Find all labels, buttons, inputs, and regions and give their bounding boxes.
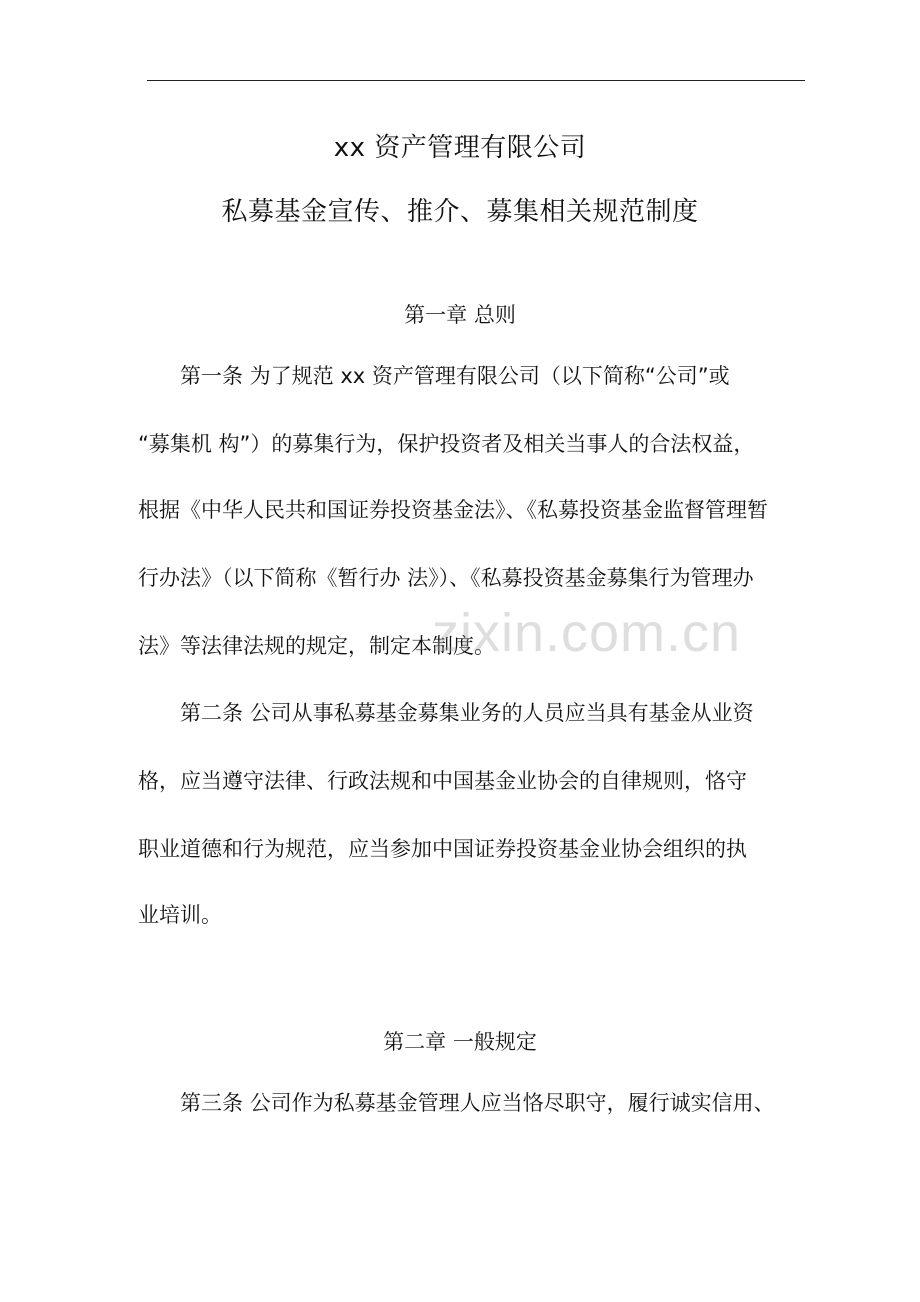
article-2-line-4: 业培训。	[138, 903, 222, 927]
article-1-line-3: 根据《中华人民共和国证券投资基金法》、《私募投资基金监督管理暂	[138, 498, 768, 522]
article-2-line-3: 职业道德和行为规范，应当参加中国证券投资基金业协会组织的执	[138, 837, 747, 861]
chapter-2-heading: 第二章 一般规定	[383, 1030, 537, 1054]
document-title-policy: 私募基金宣传、推介、募集相关规范制度	[221, 197, 699, 227]
chapter-1-heading: 第一章 总则	[404, 303, 516, 327]
article-2-line-2: 格，应当遵守法律、行政法规和中国基金业协会的自律规则，恪守	[138, 769, 747, 793]
article-1-line-1: 第一条 为了规范 xx 资产管理有限公司（以下简称“公司”或	[180, 364, 730, 388]
article-1-line-5: 法》等法律法规的规定，制定本制度。	[138, 634, 495, 658]
article-3-line-1: 第三条 公司作为私募基金管理人应当恪尽职守，履行诚实信用、	[180, 1091, 775, 1115]
watermark: zixin.com.cn	[432, 603, 742, 663]
document-title-company: xx 资产管理有限公司	[333, 133, 587, 163]
header-rule	[147, 80, 805, 81]
article-2-line-1: 第二条 公司从事私募基金募集业务的人员应当具有基金从业资	[180, 701, 754, 725]
article-1-line-2: “募集机 构”）的募集行为，保护投资者及相关当事人的合法权益，	[138, 432, 755, 456]
article-1-line-4: 行办法》（以下简称《暂行办 法》）、《私募投资基金募集行为管理办	[138, 566, 754, 590]
